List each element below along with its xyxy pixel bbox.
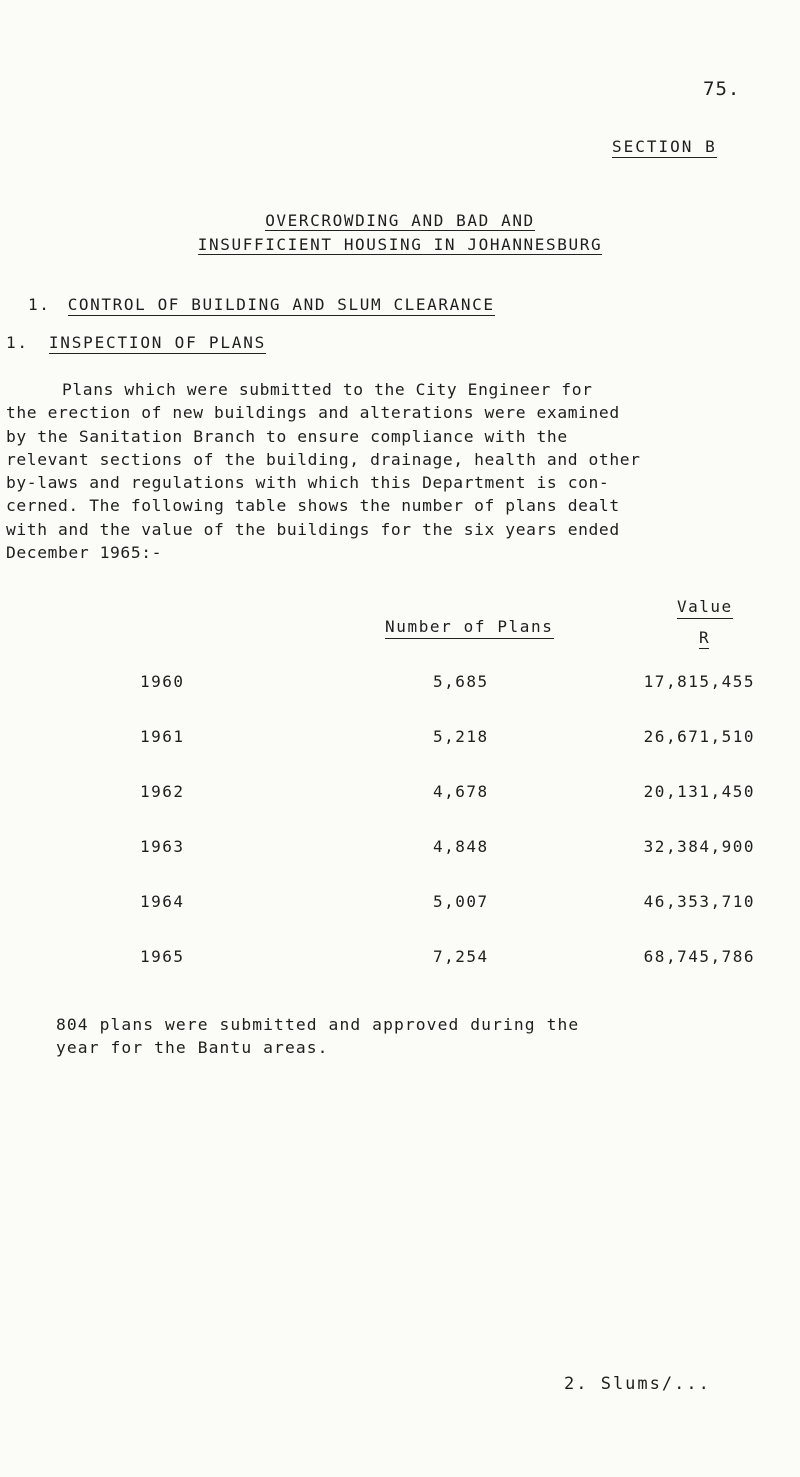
intro-line: relevant sections of the building, drainage, health and other xyxy=(6,449,641,469)
main-title-line-1: OVERCROWDING AND BAD AND xyxy=(265,211,535,230)
table-row xyxy=(0,837,800,861)
section-label: SECTION B xyxy=(612,137,717,156)
sub-heading-number: 1. xyxy=(28,295,51,314)
row-plans: 4,848 xyxy=(433,837,489,856)
row-year: 1962 xyxy=(140,782,185,801)
paragraph-heading-text: INSPECTION OF PLANS xyxy=(48,333,267,352)
table-row xyxy=(0,892,800,916)
row-value: 46,353,710 xyxy=(643,892,755,911)
table-row xyxy=(0,672,800,696)
intro-line: Plans which were submitted to the City Engineer for xyxy=(62,380,593,399)
row-plans: 7,254 xyxy=(433,947,489,966)
row-value: 17,815,455 xyxy=(643,672,755,691)
column-header-number-of-plans: Number of Plans xyxy=(385,617,554,639)
row-value: 68,745,786 xyxy=(643,947,755,966)
paragraph-heading-number: 1. xyxy=(6,333,29,352)
row-plans: 5,007 xyxy=(433,892,489,911)
page-number: 75. xyxy=(703,78,741,100)
row-plans: 4,678 xyxy=(433,782,489,801)
row-plans: 5,218 xyxy=(433,727,489,746)
column-header-value: Value xyxy=(677,597,733,619)
row-year: 1965 xyxy=(140,947,185,966)
table-row xyxy=(0,727,800,751)
intro-line: the erection of new buildings and alterations were examined xyxy=(6,403,620,423)
column-header-value-unit: R xyxy=(699,628,709,647)
paragraph-heading xyxy=(6,333,266,352)
row-value: 32,384,900 xyxy=(643,837,755,856)
row-value: 26,671,510 xyxy=(643,727,755,746)
main-title-line-2: INSUFFICIENT HOUSING IN JOHANNESBURG xyxy=(197,235,603,254)
intro-line: by-laws and regulations with which this Department is con- xyxy=(6,473,610,493)
row-plans: 5,685 xyxy=(433,672,489,691)
intro-line: December 1965:- xyxy=(6,543,163,563)
row-year: 1960 xyxy=(140,672,185,691)
sub-heading xyxy=(28,295,495,314)
intro-paragraph xyxy=(6,378,786,564)
sub-heading-text: CONTROL OF BUILDING AND SLUM CLEARANCE xyxy=(67,295,495,314)
footer-continuation: 2. Slums/... xyxy=(564,1374,711,1394)
row-year: 1961 xyxy=(140,727,185,746)
closing-paragraph xyxy=(56,1013,579,1060)
row-year: 1964 xyxy=(140,892,185,911)
closing-line: year for the Bantu areas. xyxy=(56,1038,329,1058)
intro-line: by the Sanitation Branch to ensure compliance with the xyxy=(6,426,568,446)
main-title xyxy=(0,209,800,257)
row-year: 1963 xyxy=(140,837,185,856)
intro-line: cerned. The following table shows the number of plans dealt xyxy=(6,496,620,516)
row-value: 20,131,450 xyxy=(643,782,755,801)
table-row xyxy=(0,782,800,806)
intro-line: with and the value of the buildings for the six years ended xyxy=(6,519,620,539)
table-row xyxy=(0,947,800,971)
closing-line: 804 plans were submitted and approved during the xyxy=(56,1015,580,1034)
